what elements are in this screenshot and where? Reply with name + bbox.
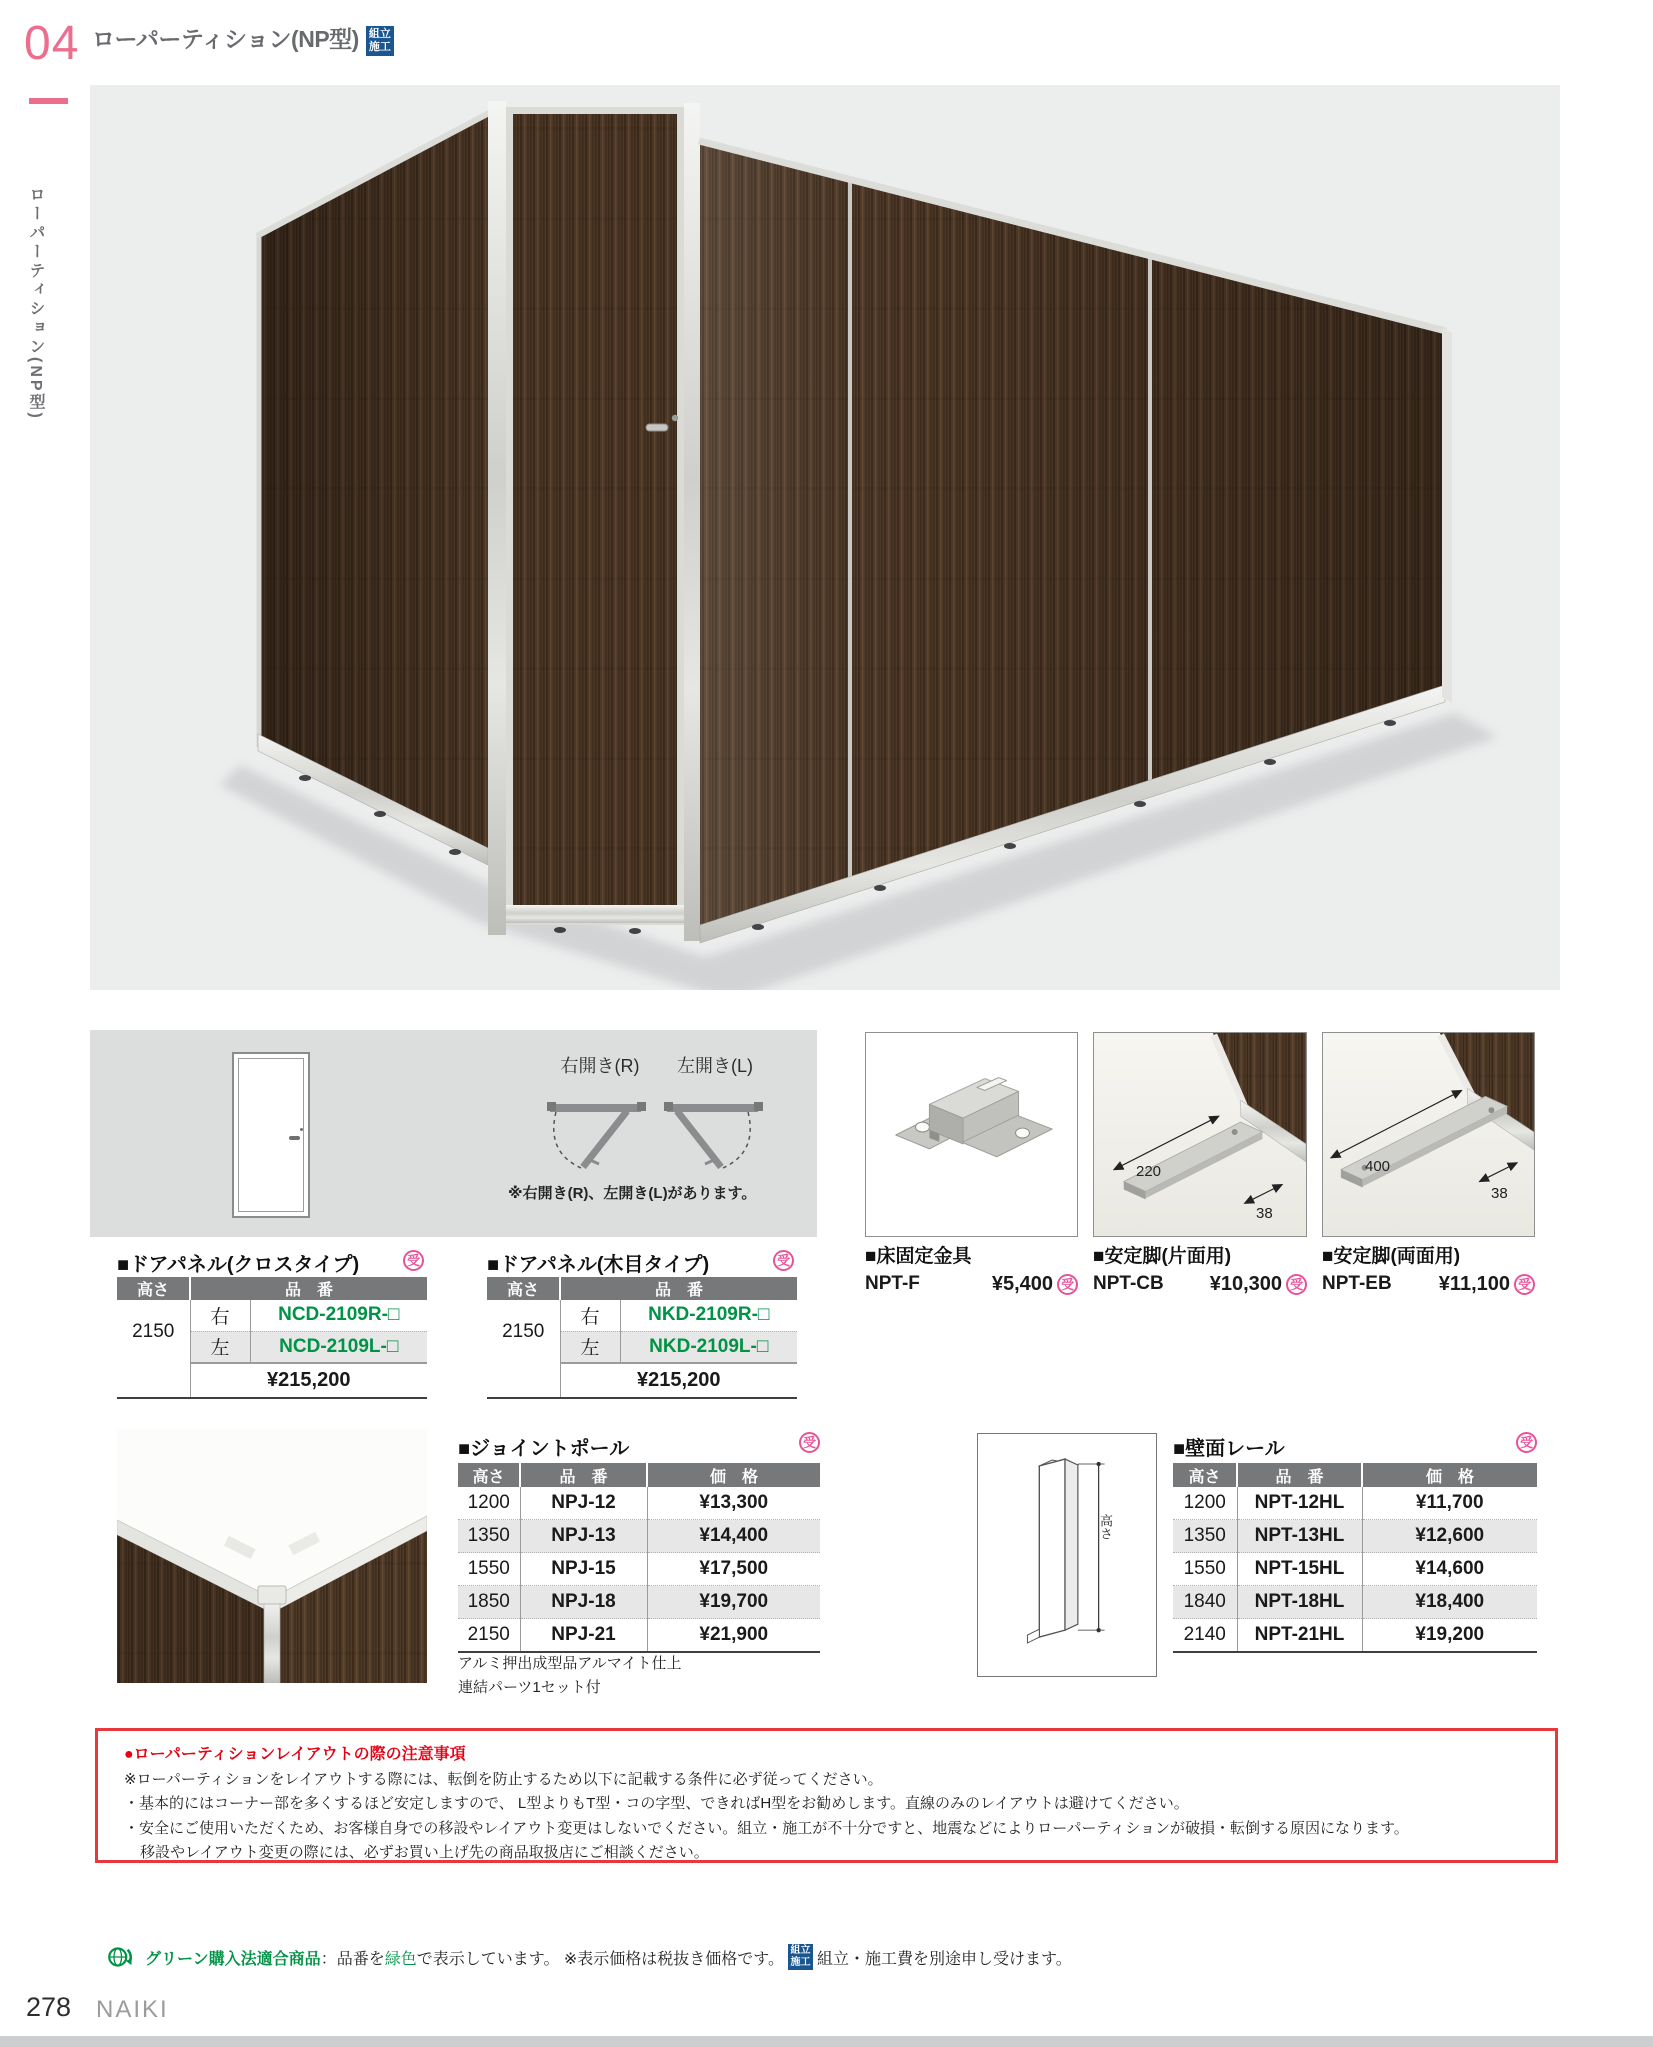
code-cell: NPJ-12 [520, 1487, 647, 1520]
fitting-price: ¥5,400 [991, 1272, 1053, 1295]
left-open-label: 左開き(L) [677, 1056, 753, 1076]
assembly-badge-line1: 組立 [368, 27, 391, 40]
warning-line: 移設やレイアウト変更の際には、必ずお買い上げ先の商品取扱店にご相談ください。 [140, 1843, 709, 1861]
floor-bracket-label [865, 1246, 1078, 1296]
fitting-price: ¥11,100 [1438, 1272, 1510, 1295]
height-cell: 1550 [458, 1553, 520, 1586]
warning-line: ※ローパーティションをレイアウトする際には、転倒を防止するため以下に記載する条件に必ず従ってください。 [124, 1771, 883, 1788]
door-diagram-panel [90, 1030, 817, 1237]
price-cell: ¥21,900 [647, 1619, 820, 1653]
fitting-price: ¥10,300 [1209, 1272, 1282, 1295]
warning-line: ・基本的にはコーナー部を多くするほど安定しますので、 L型よりもT型・コの字型、できればH型をお勧めします。直線のみのレイアウトは避けてください。 [124, 1795, 1189, 1813]
green-product-label: グリーン購入法適合商品 [145, 1950, 321, 1968]
assembly-badge [366, 26, 394, 56]
joint-pole-photo [117, 1430, 427, 1683]
code-cell: NPT-18HL [1237, 1586, 1362, 1619]
accent-dash [29, 98, 68, 104]
layout-warning-box [95, 1728, 1558, 1863]
warning-line: ・安全にご使用いただくため、お客様自身での移設やレイアウト変更はしないでください。組立・施工が不十分ですと、地震などによりローパーティションが破損・転倒する原因になります。 [124, 1819, 1409, 1837]
code-cell: NKD-2109L-□ [620, 1331, 797, 1363]
floor-bracket-illustration [866, 1033, 1077, 1236]
height-cell: 2150 [487, 1300, 560, 1363]
height-cell: 2140 [1173, 1619, 1237, 1653]
price-cell: ¥18,400 [1362, 1586, 1537, 1619]
dir-cell: 左 [190, 1331, 250, 1363]
height-cell: 1840 [1173, 1586, 1237, 1619]
height-cell: 1200 [458, 1487, 520, 1520]
green-law-note [105, 1944, 1072, 1970]
door-handle-icon [289, 1136, 300, 1140]
warning-title: ●ローパーティションレイアウトの際の注意事項 [124, 1746, 466, 1763]
code-cell: NPT-13HL [1237, 1520, 1362, 1553]
booth-photo [90, 85, 1560, 990]
dir-cell: 右 [190, 1300, 250, 1331]
stabilizer-single-photo [1093, 1032, 1307, 1237]
table-row [458, 1553, 820, 1586]
door-front-illustration [232, 1052, 310, 1218]
order-badge: 受 [1516, 1432, 1537, 1453]
price-cell: ¥14,600 [1362, 1553, 1537, 1586]
price-cell: ¥12,600 [1362, 1520, 1537, 1553]
dim-400: 400 [1365, 1158, 1391, 1175]
fitting-code: NPT-EB [1322, 1273, 1392, 1295]
joint-pole-note1: アルミ押出成型品アルマイト仕上 [458, 1655, 682, 1672]
col-height: 高さ [117, 1277, 190, 1300]
wall-rail-illustration [978, 1434, 1156, 1676]
height-cell: 1350 [458, 1520, 520, 1553]
price-cell: ¥17,500 [647, 1553, 820, 1586]
joint-pole-table [458, 1463, 820, 1653]
price-cell: ¥11,700 [1362, 1487, 1537, 1520]
door-cross-title: ■ドアパネル(クロスタイプ) [117, 1254, 360, 1276]
assembly-badge [788, 1944, 813, 1970]
table-row [1173, 1520, 1537, 1553]
dim-38: 38 [1256, 1205, 1273, 1222]
green-word: 緑色 [384, 1950, 417, 1968]
height-cell: 1200 [1173, 1487, 1237, 1520]
price-cell: ¥215,200 [560, 1363, 797, 1398]
assembly-badge-line1: 組立 [790, 1945, 811, 1957]
height-cell: 1850 [458, 1586, 520, 1619]
green-purchase-icon [105, 1944, 139, 1970]
joint-pole-title: ■ジョイントポール [458, 1438, 630, 1460]
order-badge: 受 [1514, 1274, 1535, 1295]
code-cell: NCD-2109R-□ [250, 1300, 427, 1331]
wall-rail-table [1173, 1463, 1537, 1653]
code-cell: NKD-2109R-□ [620, 1300, 797, 1331]
page-bottom-strip [0, 2036, 1653, 2047]
assembly-badge-line2: 施工 [368, 41, 391, 53]
wall-rail-title: ■壁面レール [1173, 1438, 1285, 1460]
page-header [92, 26, 394, 56]
table-row [1173, 1553, 1537, 1586]
table-row [1173, 1586, 1537, 1619]
door-wood-table [487, 1277, 797, 1399]
dim-220: 220 [1136, 1163, 1162, 1180]
brand-logo: NAIKI [96, 1996, 169, 2023]
footer-text: で表示しています。 ※表示価格は税抜き価格です。 [416, 1950, 785, 1968]
code-cell: NPJ-15 [520, 1553, 647, 1586]
page-number: 278 [26, 1992, 72, 2022]
order-badge: 受 [1286, 1274, 1307, 1295]
code-cell: NPT-12HL [1237, 1487, 1362, 1520]
table-row [458, 1586, 820, 1619]
code-cell: NPT-21HL [1237, 1619, 1362, 1653]
joint-pole-note2: 連結パーツ1セット付 [458, 1679, 601, 1696]
table-row [458, 1487, 820, 1520]
height-cell: 1550 [1173, 1553, 1237, 1586]
col-price: 価 格 [1362, 1463, 1537, 1487]
order-badge: 受 [1057, 1274, 1078, 1295]
booth-illustration [90, 85, 1560, 990]
empty-cell [117, 1363, 190, 1398]
section-number: 04 [24, 17, 80, 70]
door-wood-title: ■ドアパネル(木目タイプ) [487, 1254, 710, 1276]
empty-cell [487, 1363, 560, 1398]
price-cell: ¥14,400 [647, 1520, 820, 1553]
order-badge: 受 [773, 1250, 794, 1271]
height-cell: 2150 [117, 1300, 190, 1363]
col-code: 品 番 [560, 1277, 797, 1300]
dim-38: 38 [1491, 1185, 1508, 1202]
height-cell: 1350 [1173, 1520, 1237, 1553]
page-title: ローパーティション(NP型) [92, 26, 359, 52]
stabilizer-double-label [1322, 1246, 1535, 1296]
stabilizer-double-illustration [1323, 1033, 1534, 1236]
table-row [458, 1619, 820, 1653]
fitting-code: NPT-CB [1093, 1273, 1164, 1295]
door-swing-note: ※右開き(R)、左開き(L)があります。 [508, 1185, 757, 1202]
stabilizer-single-label [1093, 1246, 1307, 1296]
stabilizer-single-illustration [1094, 1033, 1306, 1236]
col-height: 高さ [1173, 1463, 1237, 1487]
door-lock-icon [300, 1128, 303, 1131]
code-cell: NPJ-13 [520, 1520, 647, 1553]
price-cell: ¥19,200 [1362, 1619, 1537, 1653]
wall-rail-drawing [977, 1433, 1157, 1677]
floor-bracket-photo [865, 1032, 1078, 1237]
order-badge: 受 [799, 1432, 820, 1453]
table-row [1173, 1487, 1537, 1520]
price-cell: ¥215,200 [190, 1363, 427, 1398]
code-cell: NCD-2109L-□ [250, 1331, 427, 1363]
col-price: 価 格 [647, 1463, 820, 1487]
code-cell: NPJ-18 [520, 1586, 647, 1619]
table-row [1173, 1619, 1537, 1653]
right-open-label: 右開き(R) [560, 1056, 640, 1076]
col-code: 品 番 [520, 1463, 647, 1487]
fitting-code: NPT-F [865, 1273, 920, 1295]
fitting-title: ■安定脚(片面用) [1093, 1246, 1232, 1267]
code-cell: NPT-15HL [1237, 1553, 1362, 1586]
col-code: 品 番 [190, 1277, 427, 1300]
assembly-note: 組立・施工費を別途申し受けます。 [817, 1950, 1072, 1968]
door-inner-frame [238, 1058, 304, 1212]
door-cross-table [117, 1277, 427, 1399]
assembly-badge-line2: 施工 [790, 1957, 811, 1968]
sidebar-vertical-title: ローパーティション(NP型) [27, 186, 44, 421]
footer-text: ：品番を [320, 1950, 385, 1968]
rail-height-label: 高さ [1098, 1514, 1113, 1540]
price-cell: ¥19,700 [647, 1586, 820, 1619]
stabilizer-double-photo [1322, 1032, 1535, 1237]
price-cell: ¥13,300 [647, 1487, 820, 1520]
table-row [458, 1520, 820, 1553]
height-cell: 2150 [458, 1619, 520, 1653]
fitting-title: ■安定脚(両面用) [1322, 1246, 1461, 1267]
fitting-title: ■床固定金具 [865, 1246, 972, 1267]
col-code: 品 番 [1237, 1463, 1362, 1487]
col-height: 高さ [458, 1463, 520, 1487]
dir-cell: 右 [560, 1300, 620, 1331]
dir-cell: 左 [560, 1331, 620, 1363]
col-height: 高さ [487, 1277, 560, 1300]
order-badge: 受 [403, 1250, 424, 1271]
code-cell: NPJ-21 [520, 1619, 647, 1653]
corner-joint-illustration [117, 1430, 427, 1683]
